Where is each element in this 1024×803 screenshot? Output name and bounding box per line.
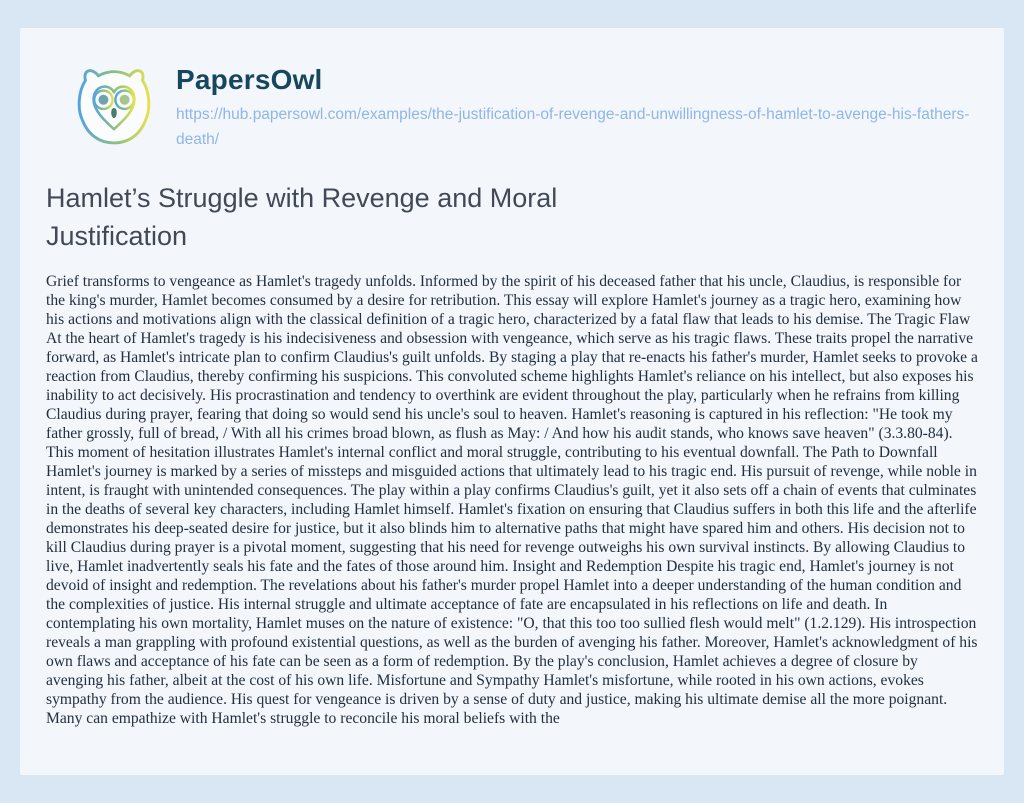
source-url-link[interactable]: https://hub.papersowl.com/examples/the-justification-of-revenge-and-unwillingness-of-hamlet-to-avenge-his-fathers-death/ <box>176 106 970 148</box>
page-title: Hamlet’s Struggle with Revenge and Moral Justification <box>46 183 558 251</box>
essay-body-text: Grief transforms to vengeance as Hamlet's tragedy unfolds. Informed by the spirit of his deceased father that his uncle, Claudius, is responsible for the king's murder, Hamlet becomes consumed by a desire for retribution. This essay will explore Hamlet's journey as a tragic hero, examining how his actions and motivations align with the classical definition of a tragic hero, characterized by a fatal flaw that leads to his demise. The Tragic Flaw At the heart of Hamlet's tragedy is his indecisiveness and obsession with vengeance, which serve as his tragic flaws. These traits propel the narrative forward, as Hamlet's intricate plan to confirm Claudius's guilt unfolds. By staging a play that re-enacts his father's murder, Hamlet seeks to provoke a reaction from Claudius, thereby confirming his suspicions. This convoluted scheme highlights Hamlet's reliance on his intellect, but also exposes his inability to act decisively. His procrastination and tendency to overthink are evident throughout the play, particularly when he refrains from killing Claudius during prayer, fearing that doing so would send his uncle's soul to heaven. Hamlet's reasoning is captured in his reflection: "He took my father grossly, full of bread, / With all his crimes broad blown, as flush as May: / And how his audit stands, who knows save heaven" (3.3.80-84). This moment of hesitation illustrates Hamlet's internal conflict and moral struggle, contributing to his eventual downfall. The Path to Downfall Hamlet's journey is marked by a series of missteps and misguided actions that ultimately lead to his tragic end. His pursuit of revenge, while noble in intent, is fraught with unintended consequences. The play within a play confirms Claudius's guilt, yet it also sets off a chain of events that culminates in the deaths of several key characters, including Hamlet himself. Hamlet's fixation on ensuring that Claudius suffers in both this life and the afterlife demonstrates his deep-seated desire for justice, but it also blinds him to alternative paths that might have spared him and others. His decision not to kill Claudius during prayer is a pivotal moment, suggesting that his need for revenge outweighs his own survival instincts. By allowing Claudius to live, Hamlet inadvertently seals his fate and the fates of those around him. Insight and Redemption Despite his tragic end, Hamlet's journey is not devoid of insight and redemption. The revelations about his father's murder propel Hamlet into a deeper understanding of the human condition and the complexities of justice. His internal struggle and ultimate acceptance of fate are encapsulated in his reflections on life and death. In contemplating his own mortality, Hamlet muses on the nature of existence: "O, that this too too sullied flesh would melt" (1.2.129). His introspection reveals a man grappling with profound existential questions, as well as the burden of avenging his father. Moreover, Hamlet's acknowledgment of his own flaws and acceptance of his fate can be seen as a form of redemption. By the play's conclusion, Hamlet achieves a degree of closure by avenging his father, albeit at the cost of his own life. Misfortune and Sympathy Hamlet's misfortune, while rooted in his own actions, evokes sympathy from the audience. His quest for vengeance is driven by a sense of duty and justice, making his ultimate demise all the more poignant. Many can empathize with Hamlet's struggle to reconcile his moral beliefs with the <box>46 272 978 727</box>
header-text <box>176 62 976 153</box>
header <box>68 62 978 154</box>
papersowl-owl-logo-icon <box>68 62 160 154</box>
document-card <box>20 28 1004 775</box>
brand-wordmark: PapersOwl <box>176 64 323 95</box>
